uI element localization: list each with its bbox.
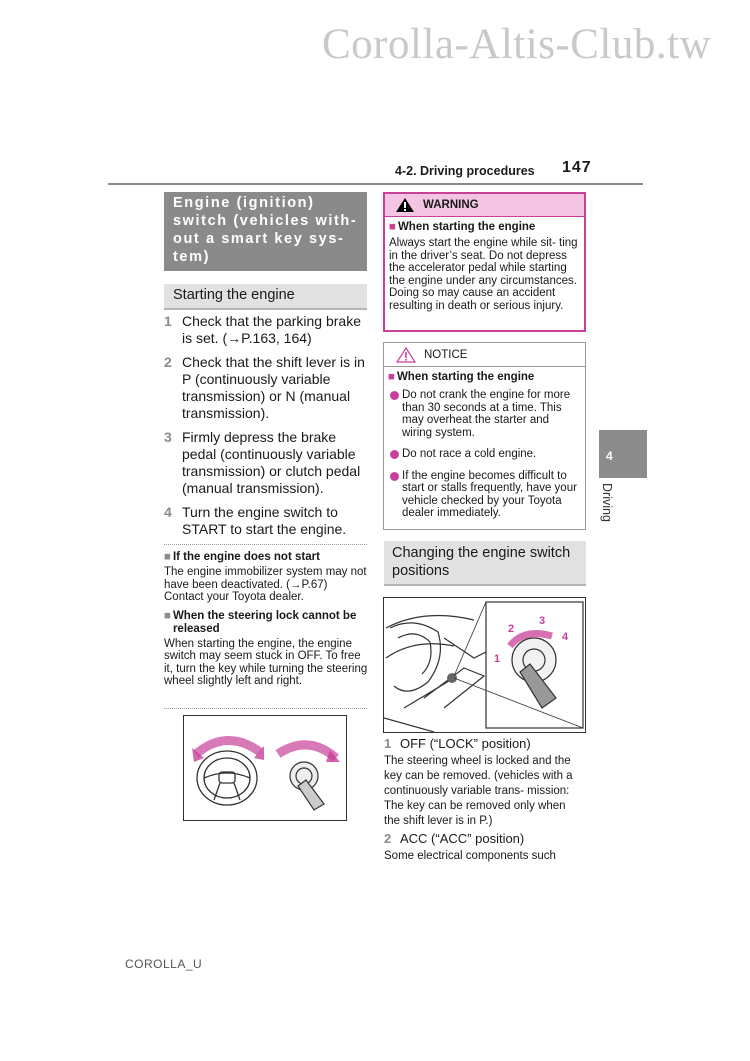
warning-triangle-icon — [395, 197, 415, 213]
step-item: 1 Check that the parking brake is set. (→P.163, 164) — [164, 313, 361, 346]
position-label-1: 1 — [494, 653, 501, 665]
notice-bar — [384, 343, 585, 367]
position-description: Some electrical components such — [384, 850, 556, 862]
note-heading: ■ When the steering lock cannot be released — [164, 609, 357, 635]
notice-bullet: Do not race a cold engine. — [388, 448, 581, 461]
running-header-section: 4-2. Driving procedures — [395, 164, 535, 178]
engine-switch-illustration — [383, 597, 586, 733]
warning-heading: ■ When starting the engine — [389, 221, 536, 233]
warning-label: WARNING — [423, 199, 479, 211]
positions-list — [384, 736, 584, 866]
step-item: 3 Firmly depress the brake pedal (continuously variable transmission) or clutch pedal (manual transmission). — [164, 429, 361, 496]
note-text: The engine immobilizer system may not have been deactivated. (→P.67) Contact your Toyota dealer. — [164, 566, 367, 603]
notice-label: NOTICE — [424, 348, 468, 361]
caution-triangle-icon — [396, 347, 416, 363]
watermark: Corolla-Altis-Club.tw — [322, 21, 712, 68]
notice-bullet: If the engine becomes difficult to start or stalls frequently, have your vehicle checked by your Toyota dealer immediately. — [388, 470, 581, 520]
position-label-2: 2 — [508, 623, 515, 635]
warning-bar — [385, 194, 584, 217]
position-item: 1 OFF (“LOCK” position) — [384, 736, 531, 751]
step-item: 4 Turn the engine switch to START to start the engine. — [164, 504, 347, 537]
divider — [164, 708, 367, 709]
position-label-3: 3 — [539, 615, 546, 627]
page-number: 147 — [562, 159, 592, 176]
subheading-changing-positions: Changing the engine switch positions — [384, 541, 586, 586]
note-heading: ■ If the engine does not start — [164, 551, 320, 563]
step-item: 2 Check that the shift lever is in P (continuously variable transmission) or N (manual transmission). — [164, 354, 365, 421]
left-notes — [164, 551, 369, 694]
warning-box — [383, 192, 586, 332]
warning-text: Always start the engine while sit- ting in the driver’s seat. Do not depress the accelerator pedal while starting the engine under any circumstances. Doing so may cause an accident resulting in death or serious injury. — [389, 237, 578, 312]
position-description: The steering wheel is locked and the key can be removed. (vehicles with a continuously variable trans- mission: The key can be removed only when the shift lever is in P.) — [384, 755, 573, 827]
position-item: 2 ACC (“ACC” position) — [384, 831, 525, 846]
note-text: When starting the engine, the engine switch may seem stuck in OFF. To free it, turn the key while turning the steering wheel slightly left and right. — [164, 637, 368, 687]
header-rule — [108, 183, 643, 185]
section-title: Engine (ignition) switch (vehicles with- out a smart key sys- tem) — [164, 192, 367, 271]
steering-lock-illustration — [183, 715, 347, 821]
position-label-4: 4 — [562, 631, 569, 643]
notice-heading: ■ When starting the engine — [388, 371, 535, 383]
footer-model: COROLLA_U — [125, 957, 203, 971]
notice-bullet: Do not crank the engine for more than 30 seconds at a time. This may overheat the starter and wiring system. — [388, 389, 581, 439]
chapter-name: Driving — [600, 483, 614, 522]
notice-box — [383, 342, 586, 530]
divider — [164, 544, 367, 545]
chapter-tab: 4 — [599, 430, 647, 478]
steps-list — [164, 313, 369, 545]
subheading-starting-engine: Starting the engine — [164, 284, 367, 310]
